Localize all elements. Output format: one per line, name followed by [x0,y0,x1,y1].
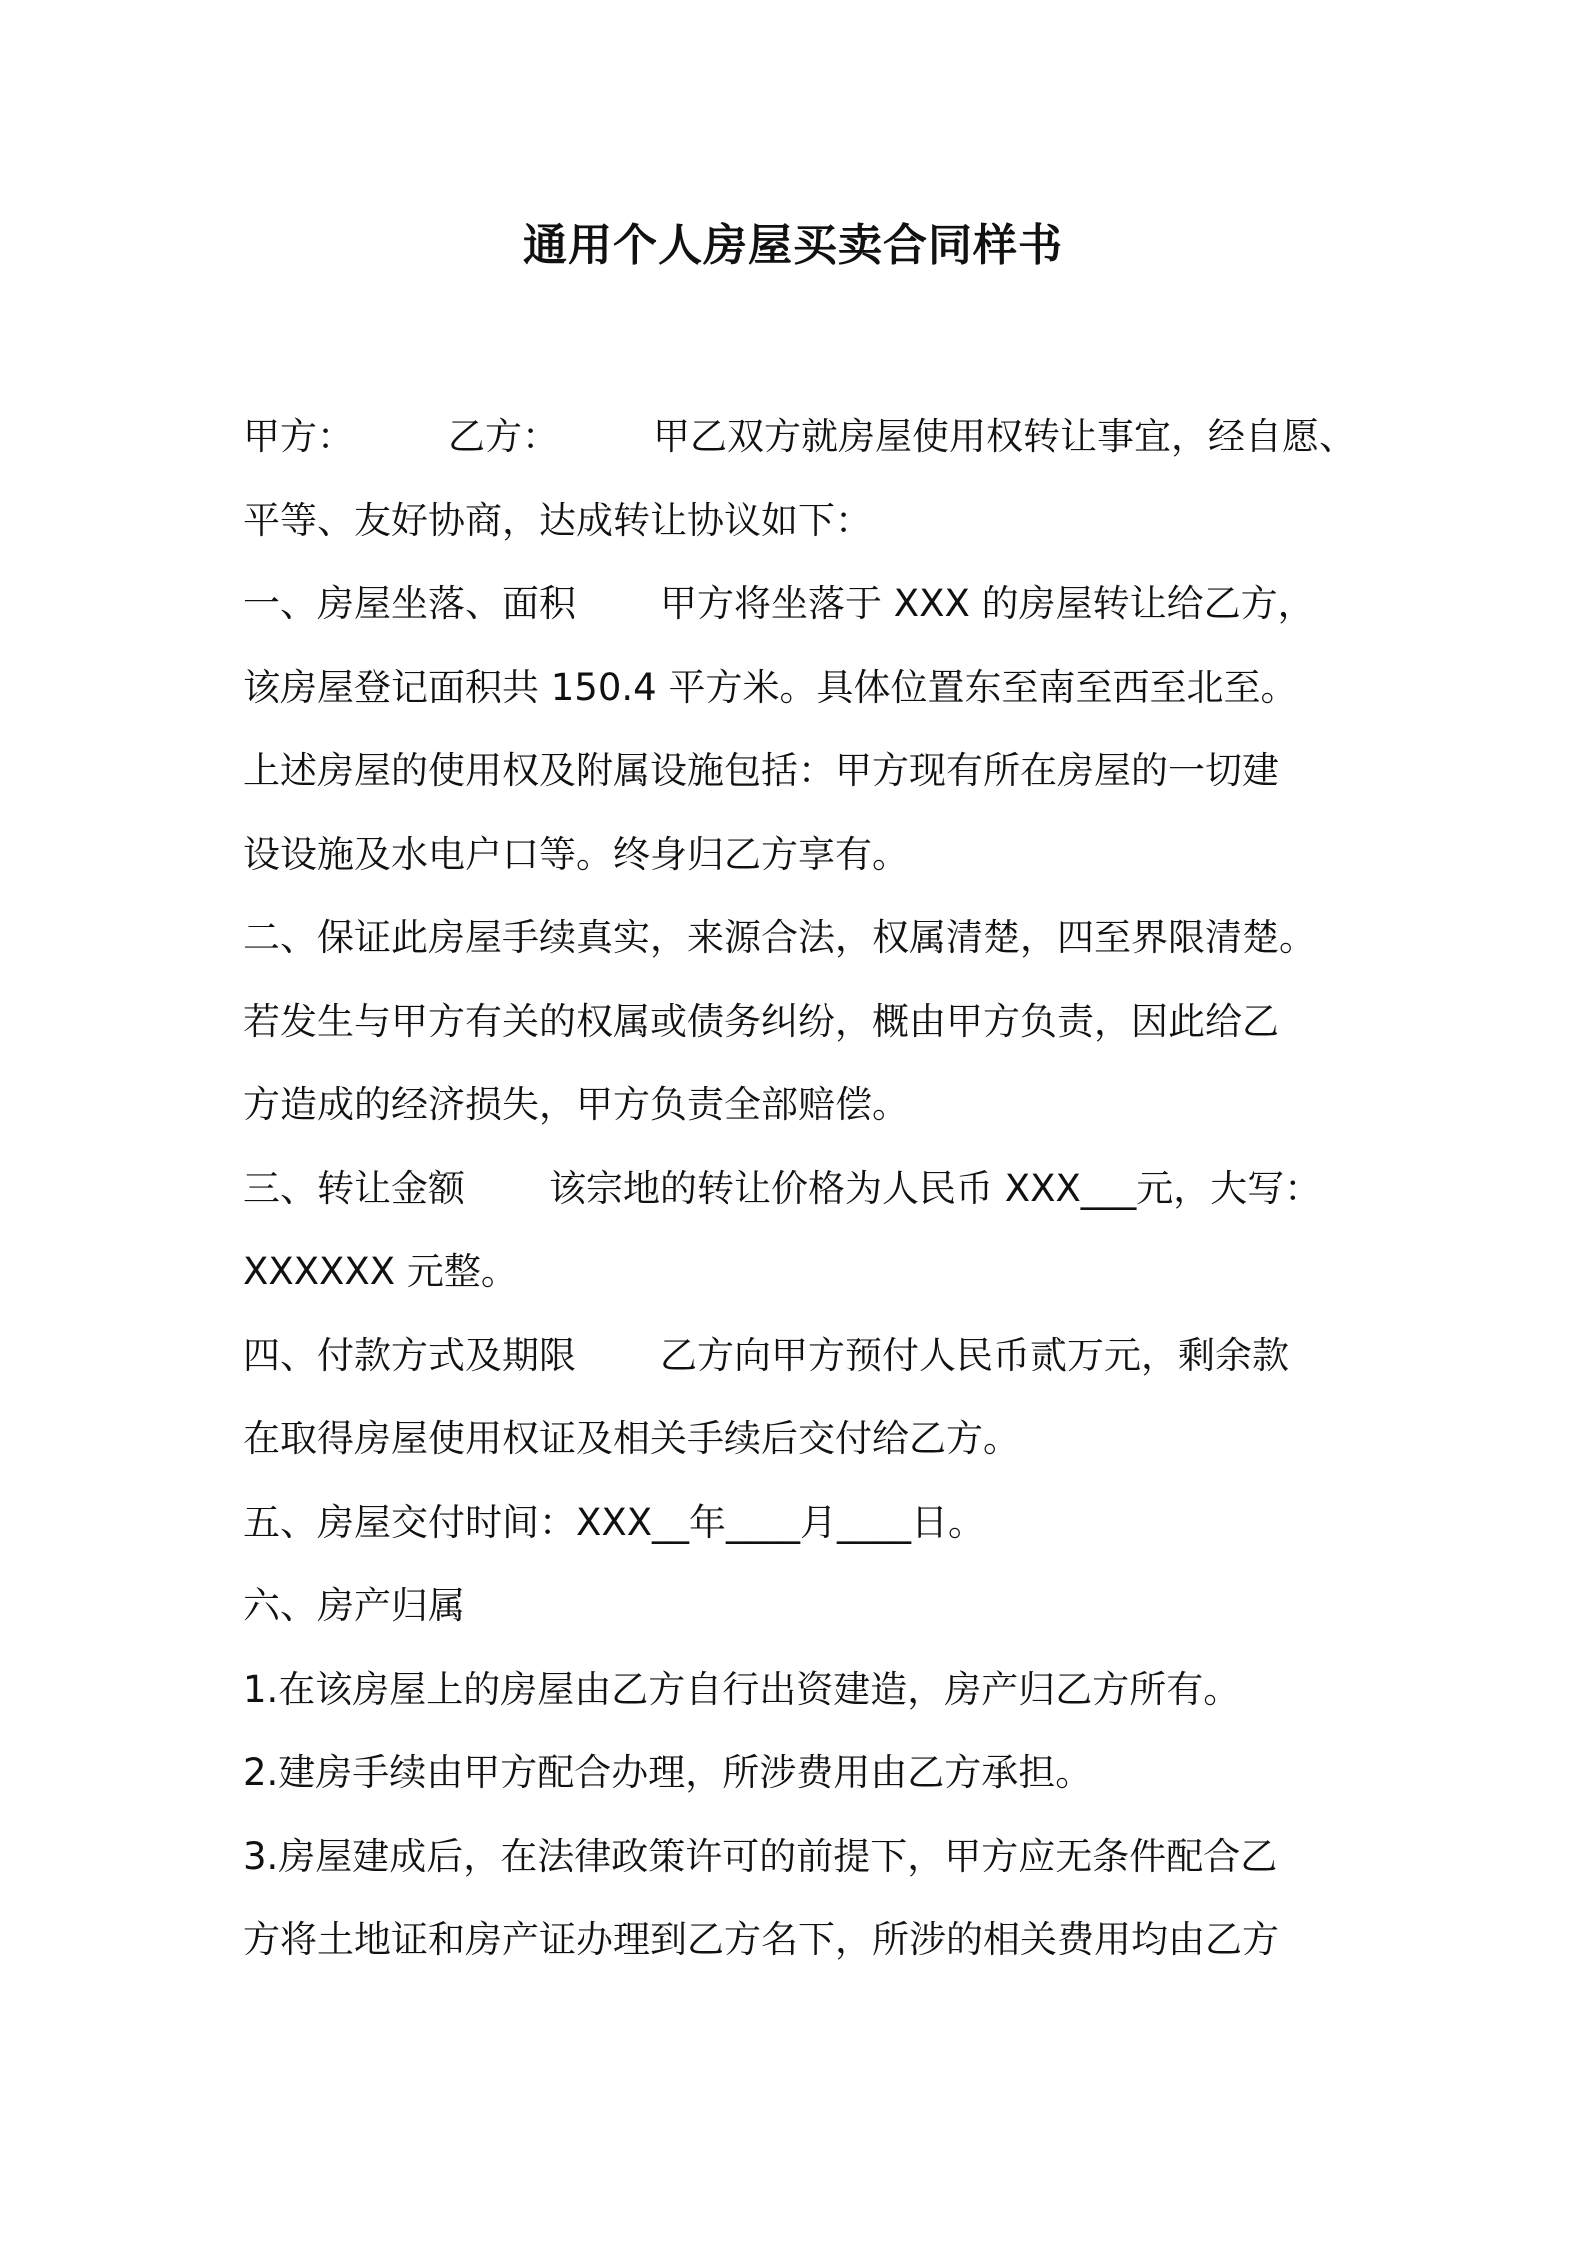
section-4-line-2: 在取得房屋使用权证及相关手续后交付给乙方。 [243,1417,1020,1460]
section-3-line-2: XXXXXX 元整。 [243,1250,518,1293]
section-3-text: 该宗地的转让价格为人民币 XXX___元，大写： [549,1167,1322,1210]
section-1-text: 甲方将坐落于 XXX 的房屋转让给乙方， [660,582,1315,625]
intro-line-1 [243,411,1363,463]
section-1-line-1 [243,578,1363,630]
section-2-line-3: 方造成的经济损失，甲方负责全部赔偿。 [243,1083,909,1126]
section-1-line-3: 上述房屋的使用权及附属设施包括：甲方现有所在房屋的一切建 [243,749,1279,792]
intro-text: 甲乙双方就房屋使用权转让事宜，经自愿、 [653,415,1356,458]
party-b-label: 乙方： [448,415,559,458]
section-2-line-2: 若发生与甲方有关的权属或债务纠纷，概由甲方负责，因此给乙 [243,1000,1279,1043]
section-4-heading: 四、付款方式及期限 [243,1334,576,1377]
section-1-line-2: 该房屋登记面积共 150.4 平方米。具体位置东至南至西至北至。 [243,666,1298,709]
intro-line-2: 平等、友好协商，达成转让协议如下： [243,499,872,542]
section-4-text: 乙方向甲方预付人民币贰万元，剩余款 [660,1334,1289,1377]
section-5-line-1: 五、房屋交付时间：XXX__年____月____日。 [243,1501,986,1544]
section-3-heading: 三、转让金额 [243,1167,465,1210]
section-6-heading: 六、房产归属 [243,1584,465,1627]
section-3-line-1 [243,1163,1363,1215]
section-6-item-3-line-2: 方将土地证和房产证办理到乙方名下，所涉的相关费用均由乙方 [243,1918,1279,1961]
section-6-item-1: 1.在该房屋上的房屋由乙方自行出资建造，房产归乙方所有。 [243,1668,1241,1711]
section-1-line-4: 设设施及水电户口等。终身归乙方享有。 [243,833,909,876]
document-title: 通用个人房屋买卖合同样书 [523,220,1063,271]
section-6-item-2: 2.建房手续由甲方配合办理，所涉费用由乙方承担。 [243,1751,1093,1794]
section-4-line-1 [243,1330,1363,1382]
section-1-heading: 一、房屋坐落、面积 [243,582,576,625]
party-a-label: 甲方： [243,415,354,458]
section-2-line-1: 二、保证此房屋手续真实，来源合法，权属清楚，四至界限清楚。 [243,916,1316,959]
section-6-item-3-line-1: 3.房屋建成后，在法律政策许可的前提下，甲方应无条件配合乙 [243,1835,1278,1878]
